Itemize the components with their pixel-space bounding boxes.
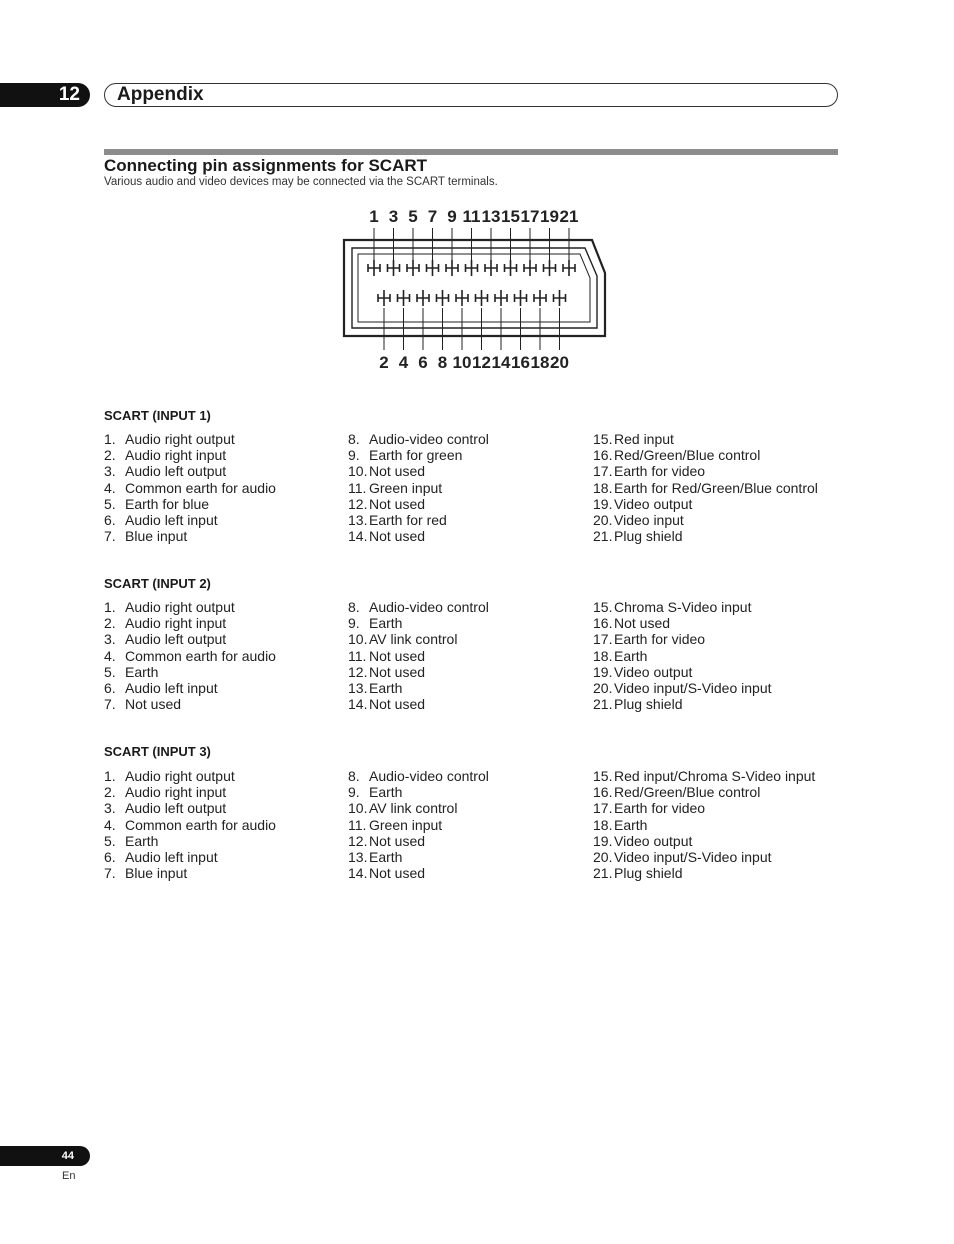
pin-item xyxy=(104,696,276,712)
pin-label: Earth xyxy=(614,647,648,664)
pin-label: Plug shield xyxy=(614,528,683,545)
pin-label: Green input xyxy=(369,479,443,496)
pin-list-input-3-col-1 xyxy=(104,768,276,881)
language-code: En xyxy=(62,1170,76,1182)
pin-item xyxy=(104,768,276,784)
pin-label: Audio left output xyxy=(125,463,227,480)
pin-label: Audio left output xyxy=(125,631,227,648)
pin-contact xyxy=(485,260,497,276)
pin-item xyxy=(593,512,818,528)
connector-inner-outline xyxy=(352,248,597,328)
pin-item xyxy=(104,648,276,664)
pin-label: Audio right output xyxy=(125,431,235,447)
pin-contact xyxy=(417,290,429,306)
pin-number: 7. xyxy=(104,528,116,545)
pin-item xyxy=(348,768,489,784)
pin-label: Red input xyxy=(614,431,674,447)
pin-number: 15. xyxy=(593,599,613,615)
pin-number: 17. xyxy=(593,800,613,817)
pin-number: 16. xyxy=(593,784,613,801)
pin-number: 4. xyxy=(104,479,116,496)
pin-label: Common earth for audio xyxy=(125,479,276,496)
pin-label: Video output xyxy=(614,495,693,512)
pin-label-even: 18 xyxy=(530,353,550,372)
pin-item xyxy=(104,463,276,479)
pin-number: 17. xyxy=(593,631,613,648)
pin-number: 6. xyxy=(104,511,116,528)
section-intro: Various audio and video devices may be connected via the SCART terminals. xyxy=(104,176,498,188)
pin-label: Not used xyxy=(369,832,426,849)
pin-label: Not used xyxy=(369,495,426,512)
pin-item xyxy=(593,696,772,712)
pin-number: 18. xyxy=(593,647,613,664)
pin-label: Video input xyxy=(614,511,684,528)
pin-item xyxy=(104,431,276,447)
pin-label: Audio left input xyxy=(125,679,218,696)
pin-item xyxy=(593,528,818,544)
pin-item xyxy=(104,865,276,881)
pin-item xyxy=(593,615,772,631)
pin-label-odd: 5 xyxy=(408,207,418,226)
section-title: Connecting pin assignments for SCART xyxy=(104,156,428,175)
pin-label: Plug shield xyxy=(614,696,683,713)
pin-item xyxy=(104,784,276,800)
pin-label: Not used xyxy=(369,528,426,545)
group-title-input-1: SCART (INPUT 1) xyxy=(104,408,211,423)
pin-label: Video input/S-Video input xyxy=(614,848,772,865)
pin-item xyxy=(593,599,772,615)
pin-item xyxy=(593,817,815,833)
pin-number: 12. xyxy=(348,832,368,849)
pin-item xyxy=(104,615,276,631)
pin-number: 16. xyxy=(593,615,613,632)
pin-item xyxy=(593,463,818,479)
pin-label: Audio right output xyxy=(125,768,235,784)
pin-label: AV link control xyxy=(369,800,458,817)
pin-item xyxy=(593,784,815,800)
pin-label: Audio-video control xyxy=(369,431,489,447)
pin-item xyxy=(348,447,489,463)
pin-label-even: 14 xyxy=(491,353,511,372)
pin-label: Plug shield xyxy=(614,865,683,882)
chapter-badge xyxy=(0,83,90,107)
section-rule xyxy=(104,149,838,155)
pin-item xyxy=(593,849,815,865)
pin-label: AV link control xyxy=(369,631,458,648)
pin-number: 11. xyxy=(348,816,367,833)
pin-label: Earth for red xyxy=(369,511,447,528)
pin-label: Earth xyxy=(369,848,403,865)
pin-label: Earth xyxy=(614,816,648,833)
pin-item xyxy=(348,528,489,544)
pin-number: 4. xyxy=(104,816,116,833)
pin-label-odd: 3 xyxy=(388,207,399,226)
pin-label: Audio right input xyxy=(125,447,227,464)
pin-item xyxy=(348,833,489,849)
pin-number: 19. xyxy=(593,832,613,849)
pin-contact xyxy=(563,260,575,276)
pin-number: 11. xyxy=(348,647,367,664)
pin-item xyxy=(348,496,489,512)
pin-number: 12. xyxy=(348,663,368,680)
pin-contact xyxy=(378,290,390,306)
pin-list-input-2-col-2 xyxy=(348,599,489,712)
pin-item xyxy=(348,664,489,680)
pin-label-even: 10 xyxy=(452,353,472,372)
pin-number: 20. xyxy=(593,679,613,696)
pin-number: 10. xyxy=(348,463,368,480)
pin-number: 21. xyxy=(593,696,613,713)
pin-item xyxy=(593,833,815,849)
pin-item xyxy=(593,680,772,696)
pin-label-odd: 9 xyxy=(447,207,457,226)
pin-label: Chroma S-Video input xyxy=(614,599,752,615)
pin-number: 18. xyxy=(593,479,613,496)
pin-contact xyxy=(407,260,419,276)
pin-item xyxy=(104,849,276,865)
pin-item xyxy=(104,528,276,544)
pin-number: 13. xyxy=(348,848,368,865)
pin-list-input-1-col-2 xyxy=(348,431,489,544)
pin-number: 10. xyxy=(348,800,368,817)
pin-number: 7. xyxy=(104,865,116,882)
pin-number: 10. xyxy=(348,631,368,648)
pin-label: Audio right output xyxy=(125,599,235,615)
page-number: 44 xyxy=(61,1150,74,1162)
pin-label: Earth xyxy=(369,784,403,801)
pin-item xyxy=(348,631,489,647)
pin-number: 19. xyxy=(593,495,613,512)
pin-number: 21. xyxy=(593,528,613,545)
pin-label: Red/Green/Blue control xyxy=(614,784,761,801)
pin-contact xyxy=(446,260,458,276)
pin-item xyxy=(104,680,276,696)
pin-label-odd: 7 xyxy=(427,207,438,226)
pin-number: 3. xyxy=(104,631,116,648)
pin-list-input-3-col-3 xyxy=(593,768,815,881)
pin-label-even: 2 xyxy=(379,353,389,372)
page-number-badge xyxy=(0,1146,90,1166)
pin-number: 6. xyxy=(104,848,116,865)
pin-label: Earth for blue xyxy=(125,495,210,512)
pin-number: 15. xyxy=(593,768,613,784)
pin-label-odd: 21 xyxy=(559,207,579,226)
pin-item xyxy=(348,599,489,615)
pin-item xyxy=(593,431,818,447)
pin-label-odd: 15 xyxy=(501,207,520,226)
pin-label-odd: 13 xyxy=(481,207,501,226)
pin-item xyxy=(593,631,772,647)
pin-number: 6. xyxy=(104,679,116,696)
pin-item xyxy=(593,648,772,664)
pin-item xyxy=(348,431,489,447)
pin-item xyxy=(104,512,276,528)
pin-number: 1. xyxy=(104,599,116,615)
pin-contact xyxy=(554,290,566,306)
pin-label-odd: 19 xyxy=(540,207,559,226)
pin-number: 2. xyxy=(104,447,116,464)
pin-contacts xyxy=(368,260,575,306)
pin-label: Audio right input xyxy=(125,615,227,632)
pin-list-input-2-col-3 xyxy=(593,599,772,712)
pin-label: Earth for Red/Green/Blue control xyxy=(614,479,818,496)
pin-label: Common earth for audio xyxy=(125,647,276,664)
pin-item xyxy=(593,800,815,816)
pin-number: 3. xyxy=(104,463,116,480)
group-title-input-3: SCART (INPUT 3) xyxy=(104,744,211,759)
pin-label: Earth for video xyxy=(614,631,706,648)
pin-number: 1. xyxy=(104,431,116,447)
pin-item xyxy=(104,664,276,680)
pin-item xyxy=(348,800,489,816)
pin-label: Video output xyxy=(614,832,693,849)
pin-label: Blue input xyxy=(125,865,188,882)
pin-label: Common earth for audio xyxy=(125,816,276,833)
pin-label: Audio-video control xyxy=(369,768,489,784)
pin-number: 2. xyxy=(104,615,116,632)
pin-item xyxy=(348,784,489,800)
pin-contact xyxy=(476,290,488,306)
pin-label: Earth xyxy=(369,615,403,632)
pin-number: 4. xyxy=(104,647,116,664)
pin-label: Audio left input xyxy=(125,511,218,528)
pin-number: 12. xyxy=(348,495,368,512)
pin-number: 8. xyxy=(348,431,360,447)
chapter-number: 12 xyxy=(58,84,80,105)
pin-item xyxy=(348,615,489,631)
pin-item xyxy=(104,800,276,816)
pin-item xyxy=(348,817,489,833)
pin-label: Green input xyxy=(369,816,443,833)
pin-number: 7. xyxy=(104,696,116,713)
pin-contact xyxy=(398,290,410,306)
pin-item xyxy=(348,696,489,712)
pin-label: Not used xyxy=(369,463,426,480)
pin-label-even: 8 xyxy=(437,353,448,372)
pin-label: Audio-video control xyxy=(369,599,489,615)
pin-item xyxy=(593,447,818,463)
pin-label: Audio right input xyxy=(125,784,227,801)
pin-contact xyxy=(544,260,556,276)
odd-pin-labels xyxy=(369,207,578,226)
scart-connector-diagram xyxy=(330,198,620,378)
pin-label: Red input/Chroma S-Video input xyxy=(614,768,816,784)
pin-item xyxy=(593,480,818,496)
pin-item xyxy=(104,817,276,833)
pin-number: 2. xyxy=(104,784,116,801)
pin-number: 9. xyxy=(348,784,360,801)
pin-item xyxy=(348,512,489,528)
pin-label: Earth for video xyxy=(614,463,706,480)
pin-number: 8. xyxy=(348,599,360,615)
pin-number: 13. xyxy=(348,679,368,696)
even-pin-labels xyxy=(379,353,569,372)
pin-list-input-2-col-1 xyxy=(104,599,276,712)
pin-number: 3. xyxy=(104,800,116,817)
pin-item xyxy=(348,463,489,479)
pin-label-odd: 11 xyxy=(462,207,481,226)
pin-number: 8. xyxy=(348,768,360,784)
pin-label-even: 4 xyxy=(398,353,409,372)
pin-label-even: 12 xyxy=(472,353,491,372)
pin-contact xyxy=(466,260,478,276)
pin-label: Earth xyxy=(125,663,159,680)
pin-item xyxy=(104,447,276,463)
pin-item xyxy=(104,833,276,849)
pin-contact xyxy=(368,260,380,276)
pin-label-even: 6 xyxy=(418,353,428,372)
pin-contact xyxy=(534,290,546,306)
pin-contact xyxy=(437,290,449,306)
pin-label: Audio left input xyxy=(125,848,218,865)
pin-label: Not used xyxy=(125,696,182,713)
pin-number: 17. xyxy=(593,463,613,480)
pin-label: Video input/S-Video input xyxy=(614,679,772,696)
leader-lines xyxy=(374,228,569,350)
pin-number: 19. xyxy=(593,663,613,680)
pin-list-input-3-col-2 xyxy=(348,768,489,881)
pin-item xyxy=(104,496,276,512)
pin-number: 14. xyxy=(348,865,368,882)
pin-label: Earth xyxy=(369,679,403,696)
pin-item xyxy=(348,648,489,664)
pin-label: Not used xyxy=(369,696,426,713)
pin-label: Red/Green/Blue control xyxy=(614,447,761,464)
pin-label: Video output xyxy=(614,663,693,680)
pin-number: 5. xyxy=(104,832,116,849)
pin-number: 16. xyxy=(593,447,613,464)
pin-label-even: 16 xyxy=(511,353,530,372)
pin-item xyxy=(348,865,489,881)
pin-label-odd: 17 xyxy=(520,207,540,226)
pin-item xyxy=(593,865,815,881)
pin-label: Earth for video xyxy=(614,800,706,817)
pin-label: Not used xyxy=(614,615,671,632)
pin-number: 13. xyxy=(348,511,368,528)
pin-item xyxy=(104,631,276,647)
pin-number: 9. xyxy=(348,615,360,632)
pin-item xyxy=(593,664,772,680)
pin-label: Not used xyxy=(369,647,426,664)
pin-number: 20. xyxy=(593,848,613,865)
pin-list-input-1-col-1 xyxy=(104,431,276,544)
pin-number: 9. xyxy=(348,447,360,464)
pin-contact xyxy=(524,260,536,276)
pin-contact xyxy=(495,290,507,306)
chapter-title: Appendix xyxy=(104,83,838,107)
pin-item xyxy=(104,599,276,615)
pin-number: 15. xyxy=(593,431,613,447)
pin-number: 14. xyxy=(348,696,368,713)
pin-number: 14. xyxy=(348,528,368,545)
pin-contact xyxy=(515,290,527,306)
pin-label-even: 20 xyxy=(550,353,569,372)
pin-item xyxy=(348,480,489,496)
pin-item xyxy=(593,496,818,512)
pin-item xyxy=(348,680,489,696)
pin-label: Earth for green xyxy=(369,447,463,464)
pin-number: 18. xyxy=(593,816,613,833)
pin-label: Not used xyxy=(369,663,426,680)
pin-contact xyxy=(427,260,439,276)
pin-label: Audio left output xyxy=(125,800,227,817)
pin-item xyxy=(593,768,815,784)
pin-label: Blue input xyxy=(125,528,188,545)
pin-item xyxy=(348,849,489,865)
pin-label-odd: 1 xyxy=(369,207,379,226)
pin-contact xyxy=(456,290,468,306)
pin-contact xyxy=(388,260,400,276)
pin-number: 21. xyxy=(593,865,613,882)
pin-number: 20. xyxy=(593,511,613,528)
pin-number: 11. xyxy=(348,479,367,496)
pin-label: Not used xyxy=(369,865,426,882)
pin-contact xyxy=(505,260,517,276)
pin-item xyxy=(104,480,276,496)
pin-number: 5. xyxy=(104,495,116,512)
pin-label: Earth xyxy=(125,832,159,849)
pin-number: 1. xyxy=(104,768,116,784)
pin-number: 5. xyxy=(104,663,116,680)
group-title-input-2: SCART (INPUT 2) xyxy=(104,576,211,591)
pin-list-input-1-col-3 xyxy=(593,431,818,544)
